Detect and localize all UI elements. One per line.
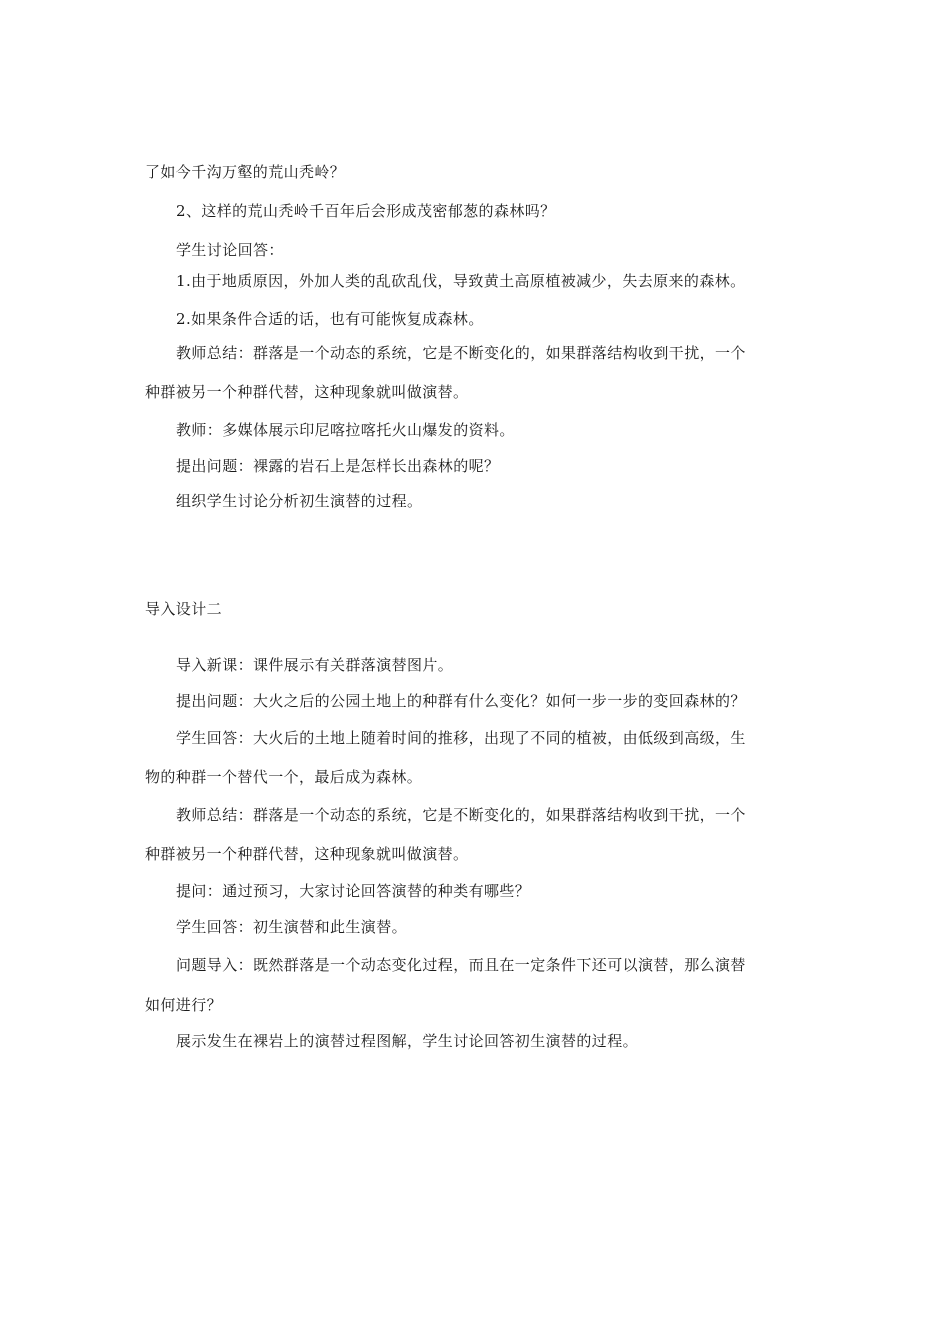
paragraph-line: 种群被另一个种群代替，这种现象就叫做演替。 <box>145 383 469 401</box>
section-heading: 导入设计二 <box>145 600 223 618</box>
paragraph-line: 提出问题：大火之后的公园土地上的种群有什么变化？如何一步一步的变回森林的？ <box>176 692 746 710</box>
paragraph-line: 导入新课：课件展示有关群落演替图片。 <box>176 656 454 674</box>
paragraph-line: 组织学生讨论分析初生演替的过程。 <box>176 492 423 510</box>
paragraph-line: 问题导入：既然群落是一个动态变化过程，而且在一定条件下还可以演替，那么演替 <box>176 956 746 974</box>
paragraph-line: 2.如果条件合适的话，也有可能恢复成森林。 <box>176 310 484 328</box>
paragraph-line: 种群被另一个种群代替，这种现象就叫做演替。 <box>145 845 469 863</box>
paragraph-line: 如何进行？ <box>145 996 223 1014</box>
paragraph-line: 物的种群一个替代一个，最后成为森林。 <box>145 768 423 786</box>
paragraph-line: 提问：通过预习，大家讨论回答演替的种类有哪些？ <box>176 882 531 900</box>
paragraph-line: 学生回答：大火后的土地上随着时间的推移，出现了不同的植被，由低级到高级，生 <box>176 729 746 747</box>
paragraph-line: 1.由于地质原因，外加人类的乱砍乱伐，导致黄土高原植被减少，失去原来的森林。 <box>176 272 746 290</box>
paragraph-line: 2、这样的荒山秃岭千百年后会形成茂密郁葱的森林吗？ <box>176 202 556 220</box>
paragraph-line: 了如今千沟万壑的荒山秃岭？ <box>145 163 346 181</box>
paragraph-line: 提出问题：裸露的岩石上是怎样长出森林的呢？ <box>176 457 500 475</box>
paragraph-line: 教师总结：群落是一个动态的系统，它是不断变化的，如果群落结构收到干扰，一个 <box>176 344 746 362</box>
paragraph-line: 学生讨论回答： <box>176 241 284 259</box>
paragraph-line: 教师：多媒体展示印尼喀拉喀托火山爆发的资料。 <box>176 421 515 439</box>
paragraph-line: 展示发生在裸岩上的演替过程图解，学生讨论回答初生演替的过程。 <box>176 1032 639 1050</box>
paragraph-line: 教师总结：群落是一个动态的系统，它是不断变化的，如果群落结构收到干扰，一个 <box>176 806 746 824</box>
paragraph-line: 学生回答：初生演替和此生演替。 <box>176 918 408 936</box>
